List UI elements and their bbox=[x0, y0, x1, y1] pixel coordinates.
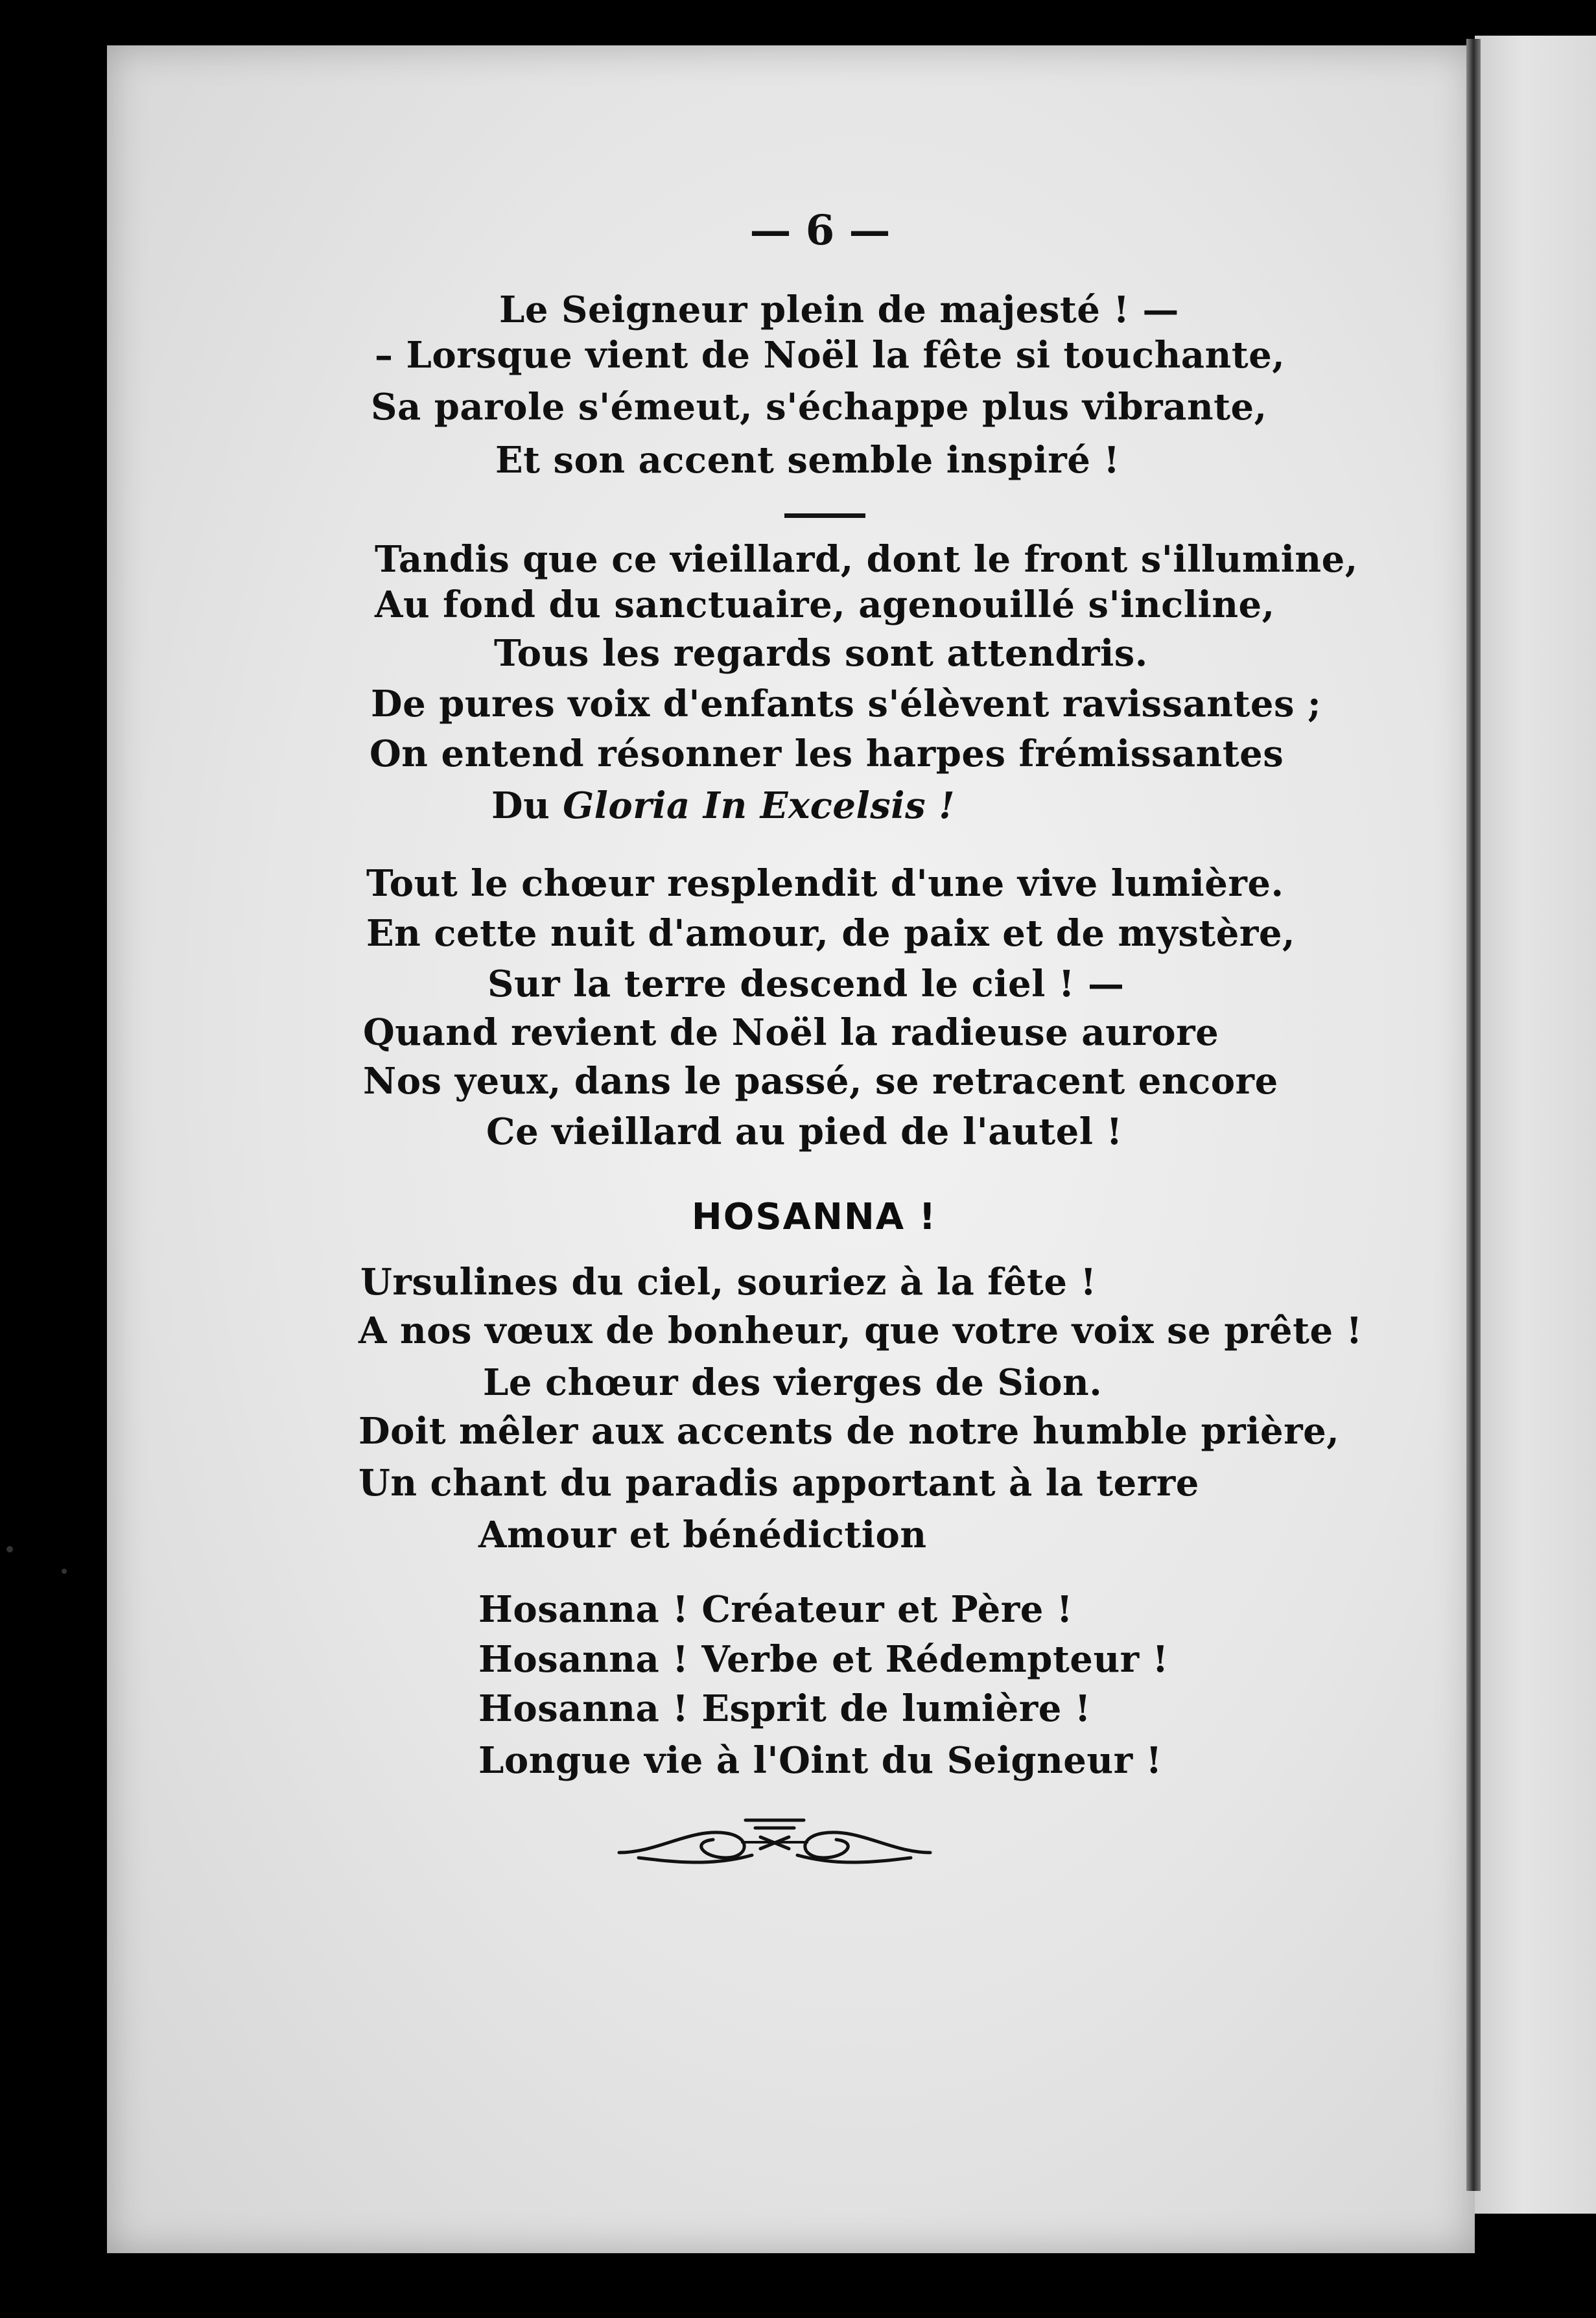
refrain-line: Hosanna ! Verbe et Rédempteur ! bbox=[478, 1638, 1169, 1681]
poem-line: Ursulines du ciel, souriez à la fête ! bbox=[360, 1261, 1097, 1304]
poem-line: Tandis que ce vieillard, dont le front s'illumine, bbox=[375, 538, 1358, 581]
poem-line: Un chant du paradis apportant à la terre bbox=[358, 1462, 1199, 1504]
latin-phrase: Gloria In Excelsis ! bbox=[563, 784, 956, 827]
poem-line: Et son accent semble inspiré ! bbox=[495, 439, 1120, 482]
poem-line: Tout le chœur resplendit d'une vive lumière. bbox=[366, 862, 1284, 905]
poem-line: En cette nuit d'amour, de paix et de mystère, bbox=[366, 912, 1295, 955]
poem-line: Le Seigneur plein de majesté ! — bbox=[499, 288, 1179, 331]
section-heading: HOSANNA ! bbox=[691, 1196, 937, 1238]
poem-line: Quand revient de Noël la radieuse aurore bbox=[363, 1011, 1219, 1054]
poem-line: Ce vieillard au pied de l'autel ! bbox=[486, 1110, 1123, 1153]
dust-speck bbox=[62, 1569, 67, 1574]
poem-line: Le chœur des vierges de Sion. bbox=[483, 1361, 1103, 1404]
poem-line: Du Gloria In Excelsis ! bbox=[491, 784, 956, 827]
poem-line: On entend résonner les harpes frémissantes bbox=[370, 732, 1284, 775]
poem-line: Au fond du sanctuaire, agenouillé s'incline, bbox=[375, 583, 1275, 626]
refrain-line: Hosanna ! Esprit de lumière ! bbox=[478, 1687, 1092, 1730]
poem-line: Nos yeux, dans le passé, se retracent encore bbox=[363, 1060, 1278, 1103]
refrain-line: Longue vie à l'Oint du Seigneur ! bbox=[478, 1739, 1162, 1782]
page-number: — 6 — bbox=[749, 206, 891, 255]
poem-line: A nos vœux de bonheur, que votre voix se prête ! bbox=[358, 1309, 1363, 1352]
ornament-flourish-icon bbox=[613, 1802, 937, 1880]
poem-line: Doit mêler aux accents de notre humble prière, bbox=[358, 1410, 1340, 1453]
poem-line: Tous les regards sont attendris. bbox=[494, 632, 1148, 675]
dust-speck bbox=[6, 1546, 13, 1552]
poem-line: De pures voix d'enfants s'élèvent ravissantes ; bbox=[371, 683, 1322, 725]
poem-line: Sa parole s'émeut, s'échappe plus vibrante, bbox=[371, 386, 1267, 428]
poem-line: Amour et bénédiction bbox=[478, 1514, 927, 1556]
poem-line: – Lorsque vient de Noël la fête si touchante, bbox=[375, 334, 1285, 377]
refrain-line: Hosanna ! Créateur et Père ! bbox=[478, 1588, 1073, 1631]
poem-line: Sur la terre descend le ciel ! — bbox=[487, 963, 1125, 1005]
